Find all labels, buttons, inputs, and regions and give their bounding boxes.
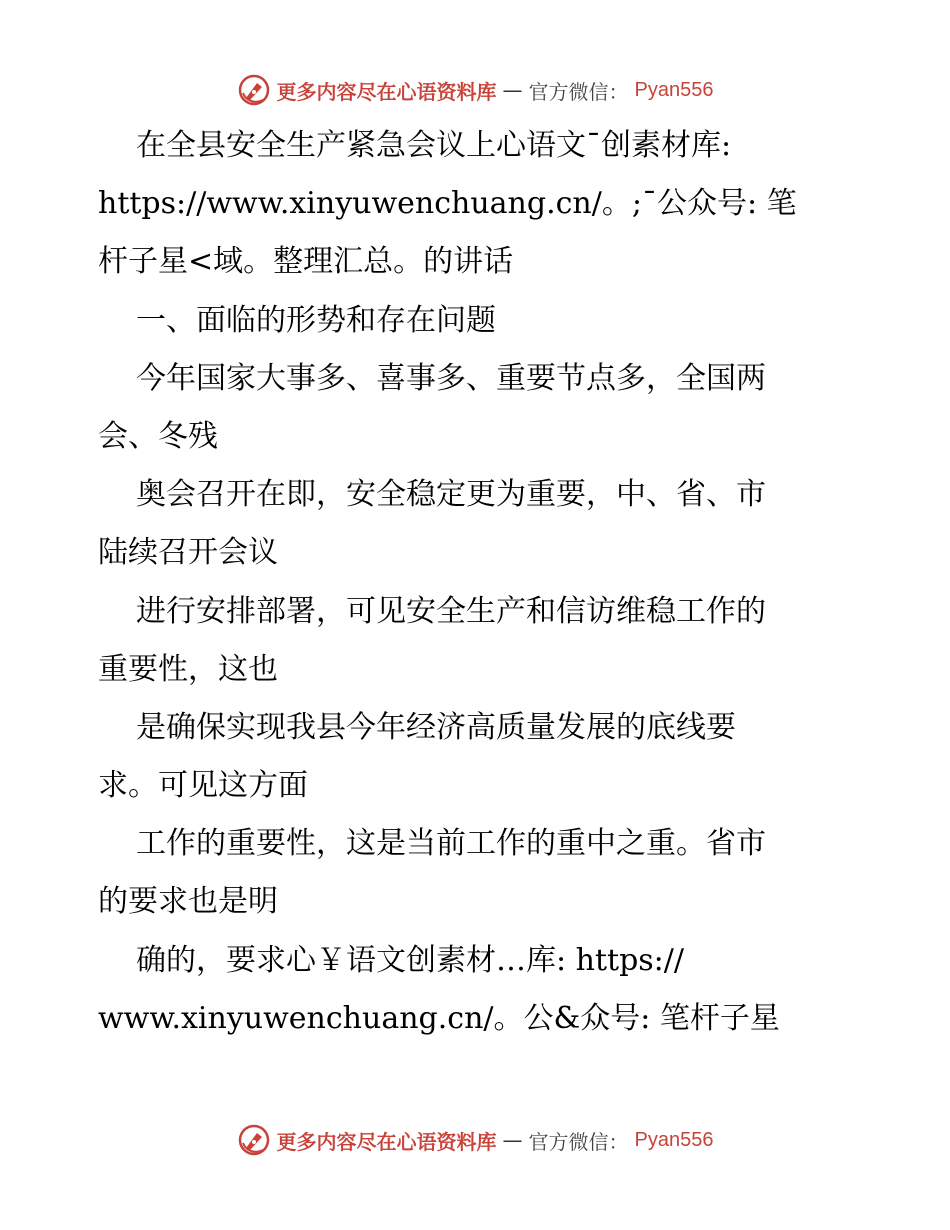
title-line-2: https://www.xinyuwenchuang.cn/。;¯公众号: 笔 [98, 186, 797, 222]
header-watermark [237, 73, 714, 107]
paragraph-line: 的要求也是明 [98, 884, 278, 920]
watermark-text: 更多内容尽在心语资料库 [276, 79, 497, 104]
paragraph-line: 工作的重要性，这是当前工作的重中之重。省市 [136, 826, 766, 862]
watermark-handle: Pyan556 [634, 78, 714, 101]
section-heading: 一、面临的形势和存在问题 [136, 302, 496, 338]
paragraph-line: 进行安排部署，可见安全生产和信访维稳工作的 [136, 593, 766, 629]
footer-watermark-banner [0, 1120, 950, 1160]
watermark-handle: Pyan556 [634, 1128, 714, 1151]
pen-nib-logo-icon [237, 73, 271, 107]
watermark-account-label: 官方微信： [528, 79, 629, 104]
paragraph-line: 是确保实现我县今年经济高质量发展的底线要 [136, 709, 736, 745]
paragraph-line: 陆续召开会议 [98, 535, 278, 571]
watermark-account-label: 官方微信： [528, 1129, 629, 1154]
paragraph-line: 奥会召开在即，安全稳定更为重要，中、省、市 [136, 477, 766, 513]
paragraph-line: 今年国家大事多、喜事多、重要节点多，全国两 [136, 360, 766, 396]
footer-watermark [237, 1123, 714, 1157]
watermark-text: 更多内容尽在心语资料库 [276, 1129, 497, 1154]
paragraph-line: 会、冬残 [98, 418, 218, 454]
watermark-dash: — [502, 78, 523, 102]
header-watermark-banner [0, 70, 950, 110]
title-line-1: 在全县安全生产紧急会议上心语文¯创素材库: [136, 128, 732, 163]
watermark-dash: — [502, 1128, 523, 1152]
paragraph-line: www.xinyuwenchuang.cn/。公&众号: 笔杆子星 [98, 1000, 780, 1036]
paragraph-line: 求。可见这方面 [98, 768, 308, 804]
paragraph-line: 重要性，这也 [98, 651, 278, 687]
pen-nib-logo-icon [237, 1123, 271, 1157]
title-line-3: 杆子星<域。整理汇总。的讲话 [98, 244, 514, 280]
paragraph-line: 确的，要求心￥语文创素材…库: https:// [136, 942, 684, 978]
document-body [98, 117, 858, 1048]
